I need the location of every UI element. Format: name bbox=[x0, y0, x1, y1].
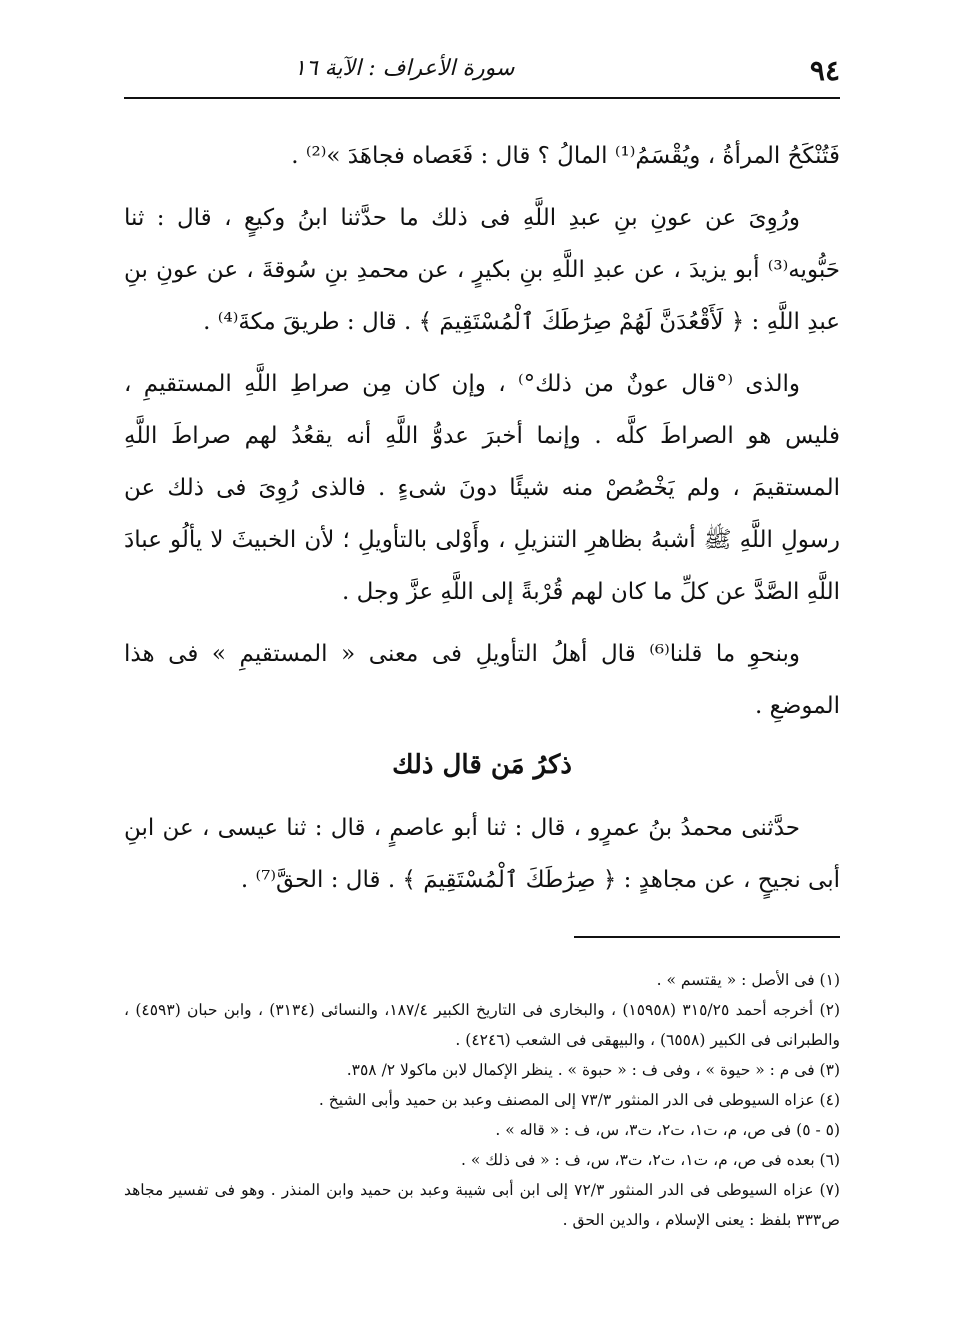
footnote: (٦) بعده فى ص، م، ت١، ت٢، ت٣، س، ف : « فى ذلك » . bbox=[461, 1151, 840, 1169]
paragraph-text: حدَّثنى محمدُ بنُ عمرٍو ، قال : ثنا أبو عاصمٍ ، قال : ثنا عيسى ، عن ابنِ أبى نجيحٍ ، عن مجاهدٍ : ﴿ صِرَٰطَكَ ٱلْمُسْتَقِيمَ ﴾ . قال : الحقَّ⁽⁷⁾ . bbox=[124, 815, 840, 893]
paragraph-text: وبنحوِ ما قلنا⁽⁶⁾ قال أهلُ التأويلِ فى معنى « المستقيمِ » فى هذا الموضعِ . bbox=[124, 641, 840, 719]
footnotes bbox=[124, 965, 840, 1235]
footnote: (٢) أخرجه أحمد ٣١٥/٢٥ (١٥٩٥٨) ، والبخارى فى التاريخ الكبير ١٨٧/٤، والنسائى (٣١٣٤) ، وابن حبان (٤٥٩٣) ، والطبرانى فى الكبير (٦٥٥٨) ، والبيهقى فى الشعب (٤٢٤٦) . bbox=[124, 1001, 840, 1049]
paragraph-text: ورُوِىَ عن عونِ بنِ عبدِ اللَّهِ فى ذلك ما حدَّثنا ابنُ وكيعٍ ، قال : ثنا حَبُّويه⁽³⁾ أبو يزيدَ ، عن عبدِ اللَّهِ بنِ بكيرٍ ، عن محمدِ بنِ سُوقةَ ، عن عونِ بنِ عبدِ اللَّهِ : ﴿ لَأَقْعُدَنَّ لَهُمْ صِرَٰطَكَ ٱلْمُسْتَقِيمَ ﴾ . قال : طريقَ مكةَ⁽⁴⁾ . bbox=[124, 205, 840, 335]
paragraph bbox=[124, 628, 840, 732]
footnote-rule bbox=[574, 936, 840, 938]
main-text bbox=[124, 130, 840, 916]
page-number: ٩٤ bbox=[809, 54, 840, 87]
header-rule bbox=[124, 97, 840, 99]
running-title: سورة الأعراف : الآية ١٦ bbox=[294, 56, 515, 81]
paragraph-text: فَتُنْكَحُ المرأةُ ، ويُقْسَمُ⁽¹⁾ المالُ ؟ قال : فَعَصاه فجاهَدَ »⁽²⁾ . bbox=[291, 143, 840, 169]
paragraph-text: والذى ⁽°قال عونٌ من ذلك°⁾ ، وإن كان مِن صراطِ اللَّهِ المستقيمِ ، فليس هو الصراطَ كلَّه . وإنما أخبرَ عدوُّ اللَّهِ أنه يقعُدُ لهم صراطَ اللَّهِ المستقيمَ ، ولم يَخْصُصْ منه شيئًا دونَ شىءٍ . فالذى رُوِىَ فى ذلك عن رسولِ اللَّهِ ﷺ أشبهُ بظاهرِ التنزيلِ ، وأَوْلى بالتأويلِ ؛ لأن الخبيثَ لا يألُو عبادَ اللَّهِ الصَّدَّ عن كلِّ ما كان لهم قُرْبةً إلى اللَّهِ عزَّ وجل . bbox=[124, 371, 840, 605]
footnote: (٣) فى م : « حيوة » ، وفى ف : « حبوة » . ينظر الإكمال لابن ماكولا ٢/ ٣٥٨. bbox=[346, 1061, 840, 1079]
section-heading: ذكرُ مَن قال ذلك bbox=[392, 750, 572, 780]
paragraph bbox=[124, 192, 840, 348]
footnote: (١) فى الأصل : « يقتسم » . bbox=[656, 971, 840, 989]
page-header bbox=[124, 54, 840, 94]
paragraph bbox=[124, 802, 840, 906]
paragraph bbox=[124, 358, 840, 618]
footnote: (٤) عزاه السيوطى فى الدر المنثور ٧٣/٣ إلى المصنف وعبد بن حميد وأبى الشيخ . bbox=[318, 1091, 840, 1109]
paragraph bbox=[124, 130, 840, 182]
footnote: (٥ - ٥) فى ص، م، ت١، ت٢، ت٣، س، ف : « قاله » . bbox=[495, 1121, 840, 1139]
footnote: (٧) عزاه السيوطى فى الدر المنثور ٧٢/٣ إلى ابن أبى شيبة وعبد بن حميد وابن المنذر . وهو فى تفسير مجاهد ص٣٣٣ بلفظ : يعنى الإسلام ، والدين الحق . bbox=[124, 1181, 840, 1229]
